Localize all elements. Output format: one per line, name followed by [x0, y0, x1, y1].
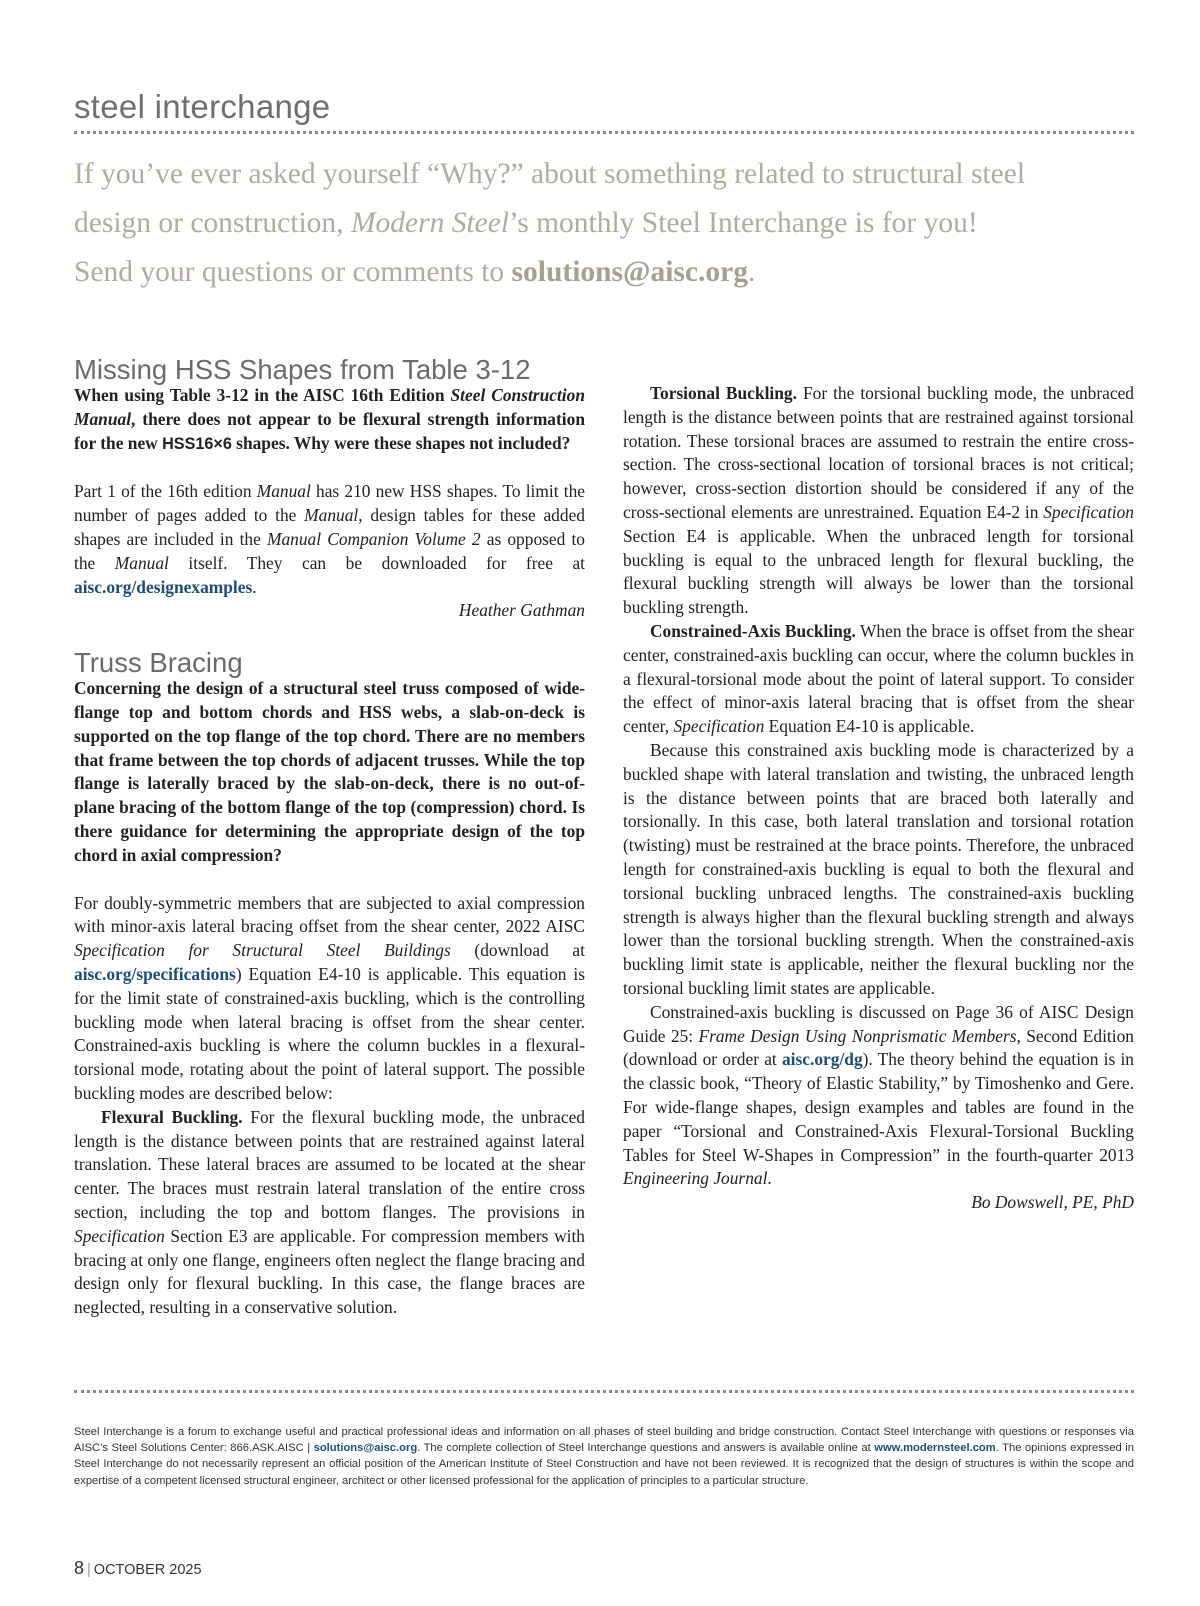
issue-date: OCTOBER 2025 — [93, 1562, 202, 1578]
torsional-buckling-paragraph: Torsional Buckling. For the torsional buckling mode, the unbraced length is the distance between points that are restrained against torsional rotation. These torsional braces are assumed to restrain the entire cross-section. The cross-sectional location of torsional braces is not critical; however, cross-section distortion should be considered if any of the cross-sectional elements are unrestrained. Equation E4-2 in Specification Section E4 is applicable. When the unbraced length for torsional buckling is equal to the unbraced length for flexural buckling, the flexural buckling strength will always be lower than the torsional buckling strength. — [623, 383, 1134, 618]
hss-author: Heather Gathman — [458, 600, 585, 621]
truss-question: Concerning the design of a structural steel truss composed of wide-flange top and bottom chords and HSS webs, a slab-on-deck is supported on the top flange of the top chord. There are no members that frame between the top chords of adjacent trusses. While the top flange is laterally braced by the slab-on-deck, there is no out-of-plane bracing of the bottom flange of the top (compression) chord. Is there guidance for determining the appropriate design of the top chord in axial compression? — [74, 678, 585, 865]
design-guide-paragraph: Constrained-axis buckling is discussed on Page 36 of AISC Design Guide 25: Frame Design Using Nonprismatic Members, Second Edition (download or order at aisc.org/dg). The theory behind the equation is in the classic book, “Theory of Elastic Stability,” by Timoshenko and Gere. For wide-flange shapes, design examples and tables are found in the paper “Torsional and Constrained-Axis Flexural-Torsional Buckling Tables for Steel W-Shapes in Compression” in the fourth-quarter 2013 Engineering Journal. — [623, 1001, 1135, 1189]
truss-author: Bo Dowswell, PE, PhD — [971, 1192, 1134, 1213]
section-title: steel interchange — [74, 88, 331, 125]
hss-answer: Part 1 of the 16th edition Manual has 210 new HSS shapes. To limit the number of pages added to the Manual, design tables for these added shapes are included in the Manual Companion Volume 2 as opposed to the Manual itself. They can be downloaded for free at aisc.org/designexamples. — [74, 481, 586, 597]
footer-email-link[interactable]: solutions@aisc.org — [313, 1442, 418, 1455]
dg-link[interactable]: aisc.org/dg — [781, 1049, 863, 1070]
specifications-link[interactable]: aisc.org/specifications — [74, 963, 236, 984]
constrained-axis-paragraph: Constrained-Axis Buckling. When the brace is offset from the shear center, constrained-axis buckling can occur, where the column buckles in a flexural-torsional mode about the point of lateral support. To consider the effect of minor-axis lateral bracing that is offset from the shear center, Specification Equation E4-10 is applicable. — [623, 620, 1134, 737]
intro-text: If you’ve ever asked yourself “Why?” about something related to structural steel design or construction, Modern Steel’s monthly Steel Interchange is for you! Send your questions or comments to solutions@aisc.org. — [74, 158, 1026, 288]
footer-site-link[interactable]: www.modernsteel.com — [874, 1442, 996, 1455]
header-divider — [74, 131, 1134, 134]
page-number: 8 — [74, 1558, 85, 1578]
intro-email-link[interactable]: solutions@aisc.org — [511, 256, 748, 288]
footer-divider — [74, 1390, 1134, 1393]
footer-disclaimer: Steel Interchange is a forum to exchange useful and practical professional ideas and information on all phases of steel building and bridge construction. Contact Steel Interchange with questions or responses via AISC’s Steel Solutions Center: 866.ASK.AISC | solutions@aisc.org. The complete collection of Steel Interchange questions and answers is available online at www.modernsteel.com. The opinions expressed in Steel Interchange do not necessarily represent an official position of the American Institute of Steel Construction and have not been reviewed. It is recognized that the design of structures is within the scope and expertise of a competent licensed structural engineer, architect or other licensed professional for the application of principles to a particular structure. — [74, 1426, 1134, 1487]
page-footer — [74, 1558, 202, 1579]
article-title-truss: Truss Bracing — [74, 647, 243, 679]
designexamples-link[interactable]: aisc.org/designexamples — [74, 576, 253, 597]
truss-answer-p1: For doubly-symmetric members that are subjected to axial compression with minor-axis lateral bracing offset from the shear center, 2022 AISC Specification for Structural Steel Buildings (download at aisc.org/specifications) Equation E4-10 is applicable. This equation is for the limit state of constrained-axis buckling, which is the controlling buckling mode when lateral bracing is offset from the shear center. Constrained-axis buckling is where the column buckles in a flexural-torsional mode, rotating about the point of lateral support. The possible buckling modes are described below: — [74, 892, 585, 1103]
flexural-buckling-paragraph: Flexural Buckling. For the flexural buckling mode, the unbraced length is the distance between points that are restrained against lateral translation. These lateral braces are assumed to be located at the shear center. The braces must restrain lateral translation of the entire cross section, including the top and bottom flanges. The provisions in Specification Section E3 are applicable. For compression members with bracing at only one flange, engineers often neglect the flange bracing and design only for flexural buckling. In this case, the flange braces are neglected, resulting in a conservative solution. — [74, 1106, 585, 1318]
right-column — [623, 382, 1134, 1215]
page-separator: | — [87, 1562, 91, 1578]
hss-question: When using Table 3-12 in the AISC 16th Edition Steel Construction Manual, there does not appear to be flexural strength information for the new HSS16×6 shapes. Why were these shapes not included? — [74, 385, 585, 453]
left-column — [74, 354, 585, 1320]
buckling-mode-paragraph: Because this constrained axis buckling mode is characterized by a buckled shape with lateral translation and twisting, the unbraced length is the distance between points that are braced both laterally and torsionally. In this case, both lateral translation and torsional rotation (twisting) must be restrained at the brace points. Therefore, the unbraced length for constrained-axis buckling is equal to both the flexural and torsional buckling unbraced lengths. The constrained-axis buckling strength is always higher than the flexural buckling strength and always lower than the torsional buckling strength. When the constrained-axis buckling limit state is applicable, neither the flexural buckling nor the torsional buckling limit states are applicable. — [623, 739, 1134, 998]
article-title-hss: Missing HSS Shapes from Table 3-12 — [74, 354, 531, 385]
